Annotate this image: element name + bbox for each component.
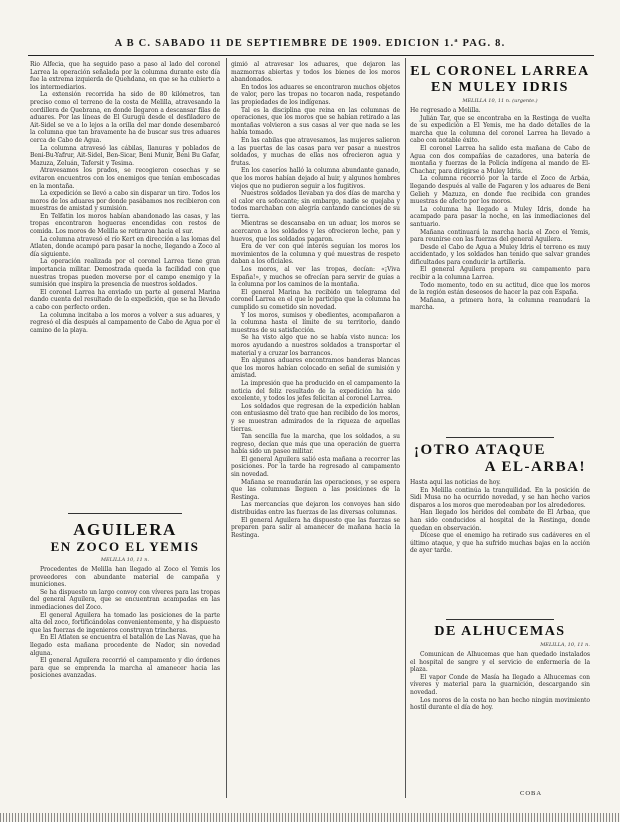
separator-rule xyxy=(68,513,182,514)
paragraph: Tal es la disciplina que reina en las columnas de operaciones, que los moros que se habían retirado a las montañas volvieron a sus casas al ver que nada se les había tomado. xyxy=(231,106,400,137)
column-divider-2 xyxy=(405,58,406,798)
page-masthead: A B C. SABADO 11 DE SEPTIEMBRE DE 1909. EDICION 1.ª PAG. 8. xyxy=(114,38,506,49)
dateline: MELILLA, 10, 11 n. xyxy=(540,642,590,648)
paragraph: El general Aguilera prepara su campamento para recibir a la columna Larrea. xyxy=(410,266,590,282)
paragraph: En todos los aduares se encontraron muchos objetos de valor, pero las tropas no tocaron nada, respetando las propiedades de los indígenas. xyxy=(231,83,400,106)
paragraph: El general Aguilera recorrió el campamento y dio órdenes para que se emprenda la marcha al amanecer hacia las posiciones avanzadas. xyxy=(30,657,220,680)
headline-zoco-el-yemis: EN ZOCO EL YEMIS xyxy=(50,539,200,554)
paragraph: Se ha visto algo que no se había visto nunca: los moros ayudando a nuestros soldados a transportar el material y a cruzar los barrancos. xyxy=(231,334,400,357)
scan-edge-strip xyxy=(0,813,620,822)
paragraph: El coronel Larrea ha salido esta mañana de Cabo de Agua con dos compañías de cazadores, una batería de montaña y fuerzas de la Policía indígena al mando de El-Chachar, para dirigirse a Muley Idris. xyxy=(410,144,590,175)
paragraph: La columna incitaba a los moros a volver a sus aduares, y regresó el día después al campamento de Cabo de Agua por el camino de la playa. xyxy=(30,311,220,334)
column-3 xyxy=(410,61,590,806)
dateline: MELILLA 10, 11 n. xyxy=(100,557,150,563)
headline-de-alhucemas: DE ALHUCEMAS xyxy=(434,624,566,639)
paragraph: La columna recorrió por la tarde el Zoco de Arbáa, llegando después al valle de Fagaren y los aduares de Beni Gelieh y Mazuza, en donde fue recibida con grandes muestras de afecto por los moros. xyxy=(410,175,590,206)
signature: COBA xyxy=(520,790,543,797)
paragraph: Tan sencilla fue la marcha, que los soldados, a su regreso, decían que más que una operación de guerra había sido un paseo militar. xyxy=(231,433,400,456)
paragraph: La impresión que ha producido en el campamento la noticia del feliz resultado de la expedición ha sido excelente, y todos los jefes felicitan al coronel Larrea. xyxy=(231,379,400,403)
column-divider-1 xyxy=(226,58,227,798)
paragraph: En Telfatin los moros habían abandonado las casas, y las tropas encontraron hogueras encendidas con restos de comida. Los moros de Melilla se retiraron hacia el sur. xyxy=(30,212,220,236)
paragraph: Se ha dispuesto un largo convoy con víveres para las tropas del general Aguilera, que se encuentran acampadas en las inmediaciones del Zoco. xyxy=(30,588,220,611)
paragraph: Julián Tar, que se encontraba en la Restinga de vuelta de su expedición a El Yemis, me ha dado detalles de la marcha que la columna del coronel Larrea ha llevado a cabo con notable éxito. xyxy=(410,114,590,145)
headline-aguilera: AGUILERA xyxy=(73,520,177,539)
paragraph: La extensión recorrida ha sido de 80 kilómetros, tan preciso como el terreno de la costa de Melilla, atravesando la cordillera de Quebrana, en donde llegaron a descansar filas de aduares. Por las líneas de El Gurugú desde el desfiladero de Ait-Sidel se ve a lo lejos a la orilla del mar donde desembarcó la columna que tan bravamente ha de buscar sus tres aduares cerca de Cabo de Agua. xyxy=(30,91,220,144)
separator-rule xyxy=(446,437,554,438)
paragraph: gimió al atravesar los aduares, que dejaron las mazmorras abiertas y todos los bienes de los moros abandonados. xyxy=(231,61,400,84)
separator-rule xyxy=(446,619,554,620)
paragraph: En las cabilas que atravesamos, las mujeres salieron a las puertas de las casas para ver pasar a nuestros soldados, y muchas de ellas nos ofrecieron agua y frutas. xyxy=(231,136,400,167)
column-1 xyxy=(30,61,220,806)
paragraph: El general Aguilera salió esta mañana a recorrer las posiciones. Por la tarde ha regresado al campamento sin novedad. xyxy=(231,455,400,479)
el-arba-article xyxy=(410,479,590,615)
paragraph: Los moros, al ver las tropas, decían: «¡Viva España!», y muchos se ofrecían para servir de guías a la columna por los caminos de la montaña. xyxy=(231,266,400,289)
paragraph: Han llegado los heridos del combate de El Arbaa, que han sido conducidos al hospital de la Restinga, donde quedan en observación. xyxy=(410,509,590,532)
paragraph: Desde el Cabo de Agua a Muley Idris el terreno es muy accidentado, y los soldados han tenido que salvar grandes dificultades para conducir la artillería. xyxy=(410,243,590,266)
paragraph: Mañana se reanudarán las operaciones, y se espera que las columnas lleguen a las posiciones de la Restinga. xyxy=(231,478,400,501)
paragraph: He regresado a Melilla. xyxy=(410,107,481,114)
paragraph: En los caseríos halló la columna abundante ganado, que los moros habían dejado al huir, y algunos hombres viejos que no pudieron seguir a los fugitivos. xyxy=(231,167,400,190)
paragraph: En El Atlaten se encuentra el batallón de Las Navas, que ha llegado esta mañana procedente de Nador, sin novedad alguna. xyxy=(30,634,220,657)
column-2 xyxy=(231,61,400,806)
paragraph: La columna atravesó las cábilas, llanuras y poblados de Beni-Bu-Yafrur, Ait-Sidel, Ben-Sicar, Beni Munir, Beni Bu Gafar, Mazuza, Zeluán, Tafersit y Tesima. xyxy=(30,144,220,167)
paragraph: Mientras se descansaba en un aduar, los moros se acercaron a los soldados y les ofrecieron leche, pan y huevos, que los soldados pagaron. xyxy=(231,220,400,243)
larrea-article xyxy=(410,107,590,433)
dateline: MELILLA 10, 11 n. (urgente.) xyxy=(462,98,538,104)
alhucemas-article xyxy=(410,651,590,739)
paragraph: Nuestros soldados llevaban ya dos días de marcha y el calor era sofocante; sin embargo, nadie se quejaba y todos marchaban con alegría cantando canciones de su tierra. xyxy=(231,190,400,220)
paragraph: Procedentes de Melilla han llegado al Zoco el Yemis los proveedores con abundante material de campaña y municiones. xyxy=(30,566,220,589)
paragraph: Y los moros, sumisos y obedientes, acompañaron a la columna hasta el límite de su territorio, dando muestras de su satisfacción. xyxy=(231,311,400,334)
paragraph: La expedición se llevó a cabo sin disparar un tiro. Todos los moros de los aduares por donde pasábamos nos recibieron con muestras de amistad y sumisión. xyxy=(30,190,220,213)
paragraph: Todo momento, todo en su actitud, dice que los moros de la región están deseosos de hacer la paz con España. xyxy=(410,281,590,297)
paragraph: El general Marina ha recibido un telegrama del coronel Larrea en el que le participa que la columna ha cumplido su cometido sin novedad. xyxy=(231,288,400,311)
paragraph: La columna atravesó el río Kert en dirección a las lomas del Atlaten, donde acampó para pasar la noche, llegando a Zoco al día siguiente. xyxy=(30,235,220,258)
headline-otro-ataque: ¡OTRO ATAQUE xyxy=(414,442,547,458)
paragraph: Mañana, a primera hora, la columna reanudará la marcha. xyxy=(410,296,590,312)
paragraph: Hasta aquí las noticias de hoy. xyxy=(410,479,501,486)
paragraph: Los soldados que regresan de la expedición hablan con entusiasmo del trato que han recibido de los moros, y se muestran admirados de la riqueza de aquellas tierras. xyxy=(231,402,400,433)
paragraph: Atravesamos los prados, se recogieron cosechas y se evitaron encuentros con los enemigos que tenían emboscadas en la montaña. xyxy=(30,167,220,190)
paragraph: El vapor Conde de Masía ha llegado a Alhucemas con víveres y material para la guarnición, descargando sin novedad. xyxy=(410,673,590,696)
masthead-rule xyxy=(28,55,594,56)
paragraph: En Melilla continúa la tranquilidad. En la posición de Sidi Musa no ha ocurrido novedad, y se han hecho varios disparos a los moros que merodeaban por los alrededores. xyxy=(410,486,590,509)
column-1-lead xyxy=(30,61,220,508)
paragraph: Los moros de la costa no han hecho ningún movimiento hostil durante el día de hoy. xyxy=(410,696,590,712)
paragraph: Las mercancías que dejaron los convoyes han sido distribuidas entre las fuerzas de las diversas columnas. xyxy=(231,501,400,517)
paragraph: El general Aguilera ha dispuesto que las fuerzas se preparen para salir al amanecer de mañana hacia la Restinga. xyxy=(231,516,400,539)
headline-el-arba: A EL-ARBA! xyxy=(484,459,586,475)
paragraph: Rio Alfecia, que ha seguido paso a paso al lado del coronel Larrea la operación señalada por la columna durante este día fue la extrema izquierda de Quehdana, en que se ha cubierto a los intermediarios. xyxy=(30,61,220,91)
paragraph: Era de ver con qué interés seguían los moros los movimientos de la columna y qué muestras de respeto daban a los oficiales. xyxy=(231,243,400,266)
paragraph: El general Aguilera ha tomado las posiciones de la parte alta del zoco, fortificándolas convenientemente, y ha dispuesto que las fuerzas de ingenieros construyan trincheras. xyxy=(30,611,220,634)
paragraph: La columna ha llegado a Muley Idris, donde ha acampado para pasar la noche, en las inmediaciones del santuario. xyxy=(410,205,590,228)
paragraph: La operación realizada por el coronel Larrea tiene gran importancia militar. Demostrada queda la facilidad con que nuestras tropas pueden moverse por el campo enemigo y la sumisión que inspira la presencia de nuestros soldados. xyxy=(30,258,220,289)
paragraph: En algunos aduares encontramos banderas blancas que los moros habían colocado en señal de sumisión y amistad. xyxy=(231,357,400,380)
paragraph: El coronel Larrea ha enviado un parte al general Marina dando cuenta del resultado de la expedición, que se ha llevado a cabo con perfecto orden. xyxy=(30,288,220,311)
paragraph: Mañana continuará la marcha hacia el Zoco el Yemis, para reunirse con las fuerzas del general Aguilera. xyxy=(410,228,590,244)
paragraph: Dícese que el enemigo ha retirado sus cadáveres en el último ataque, y que ha sufrido muchas bajas en la acción de ayer tarde. xyxy=(410,532,590,555)
headline-muley-idris: EN MULEY IDRIS xyxy=(431,80,569,95)
column-1-article xyxy=(30,566,220,786)
headline-coronel-larrea: EL CORONEL LARREA xyxy=(410,64,590,79)
paragraph: Comunican de Alhucemas que han quedado instalados el hospital de sangre y el servicio de enfermería de la plaza. xyxy=(410,651,590,674)
